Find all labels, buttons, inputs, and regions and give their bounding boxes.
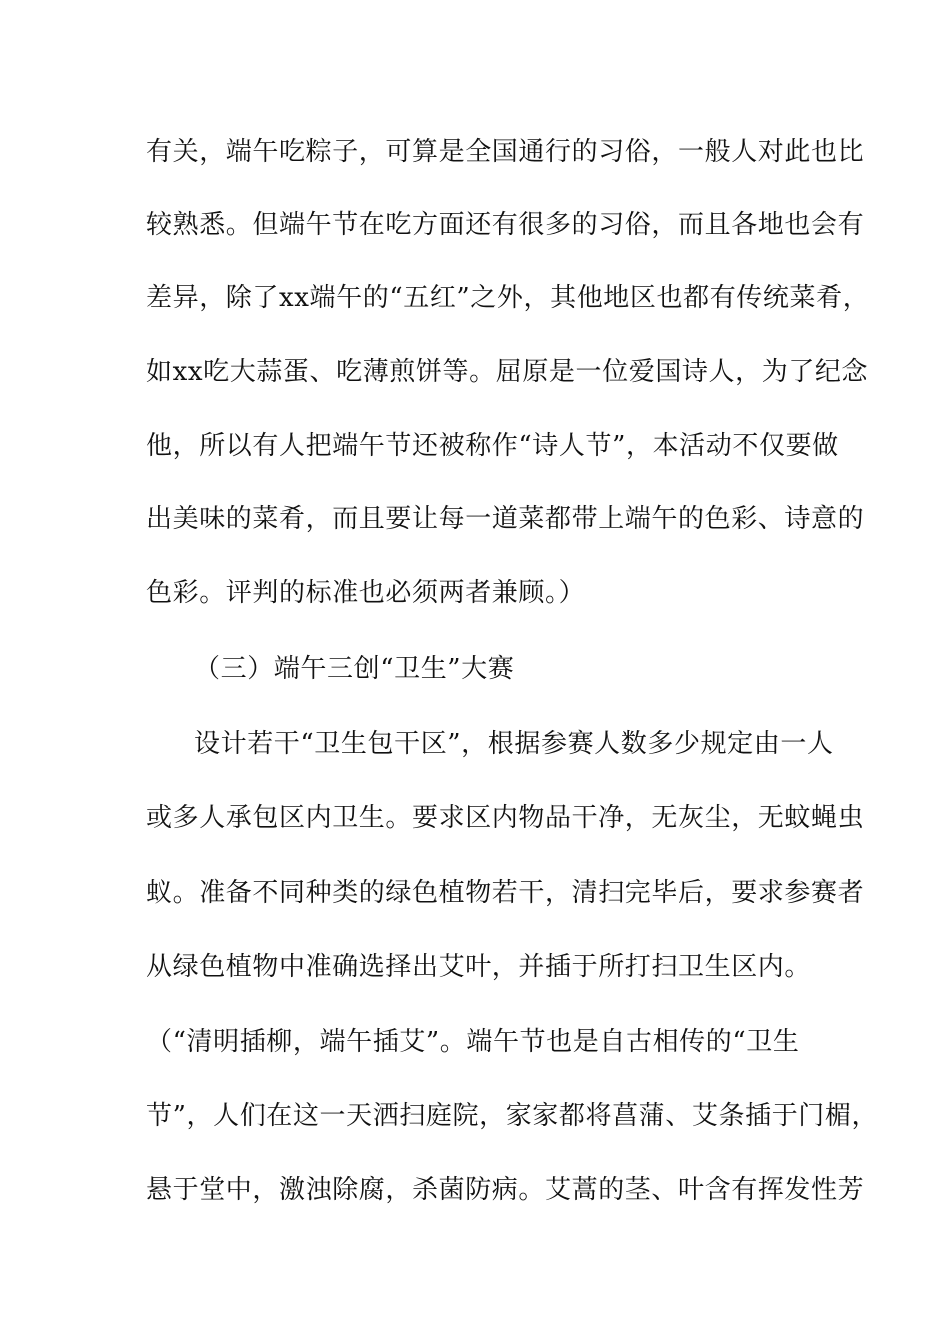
body-text-line: 色彩。评判的标准也必须两者兼顾。） [146, 578, 586, 608]
body-text-line: 从绿色植物中准确选择出艾叶，并插于所打扫卫生区内。 [146, 952, 812, 982]
body-text-line: 设计若干“卫生包干区”，根据参赛人数多少规定由一人 [194, 729, 834, 759]
body-text-line: 出美味的菜肴，而且要让每一道菜都带上端午的色彩、诗意的 [146, 504, 865, 534]
body-text-line: 他，所以有人把端午节还被称作“诗人节”，本活动不仅要做 [146, 431, 839, 461]
body-text-line: 有关，端午吃粽子，可算是全国通行的习俗，一般人对此也比 [146, 137, 865, 167]
body-text-line: 如xx吃大蒜蛋、吃薄煎饼等。屈原是一位爱国诗人，为了纪念 [146, 357, 869, 387]
body-text-line: 悬于堂中，激浊除腐，杀菌防病。艾蒿的茎、叶含有挥发性芳 [146, 1175, 865, 1205]
section-heading: （三）端午三创“卫生”大赛 [194, 654, 515, 684]
body-text-line: 节”，人们在这一天洒扫庭院，家家都将菖蒲、艾条插于门楣， [146, 1101, 879, 1131]
body-text-line: 差异，除了xx端午的“五红”之外，其他地区也都有传统菜肴， [146, 283, 870, 313]
body-text-line: 较熟悉。但端午节在吃方面还有很多的习俗，而且各地也会有 [146, 210, 865, 240]
body-text-line: （“清明插柳，端午插艾”。端午节也是自古相传的“卫生 [146, 1027, 800, 1057]
body-text-line: 或多人承包区内卫生。要求区内物品干净，无灰尘，无蚊蝇虫 [146, 803, 865, 833]
body-text-line: 蚁。准备不同种类的绿色植物若干，清扫完毕后，要求参赛者 [146, 878, 865, 908]
